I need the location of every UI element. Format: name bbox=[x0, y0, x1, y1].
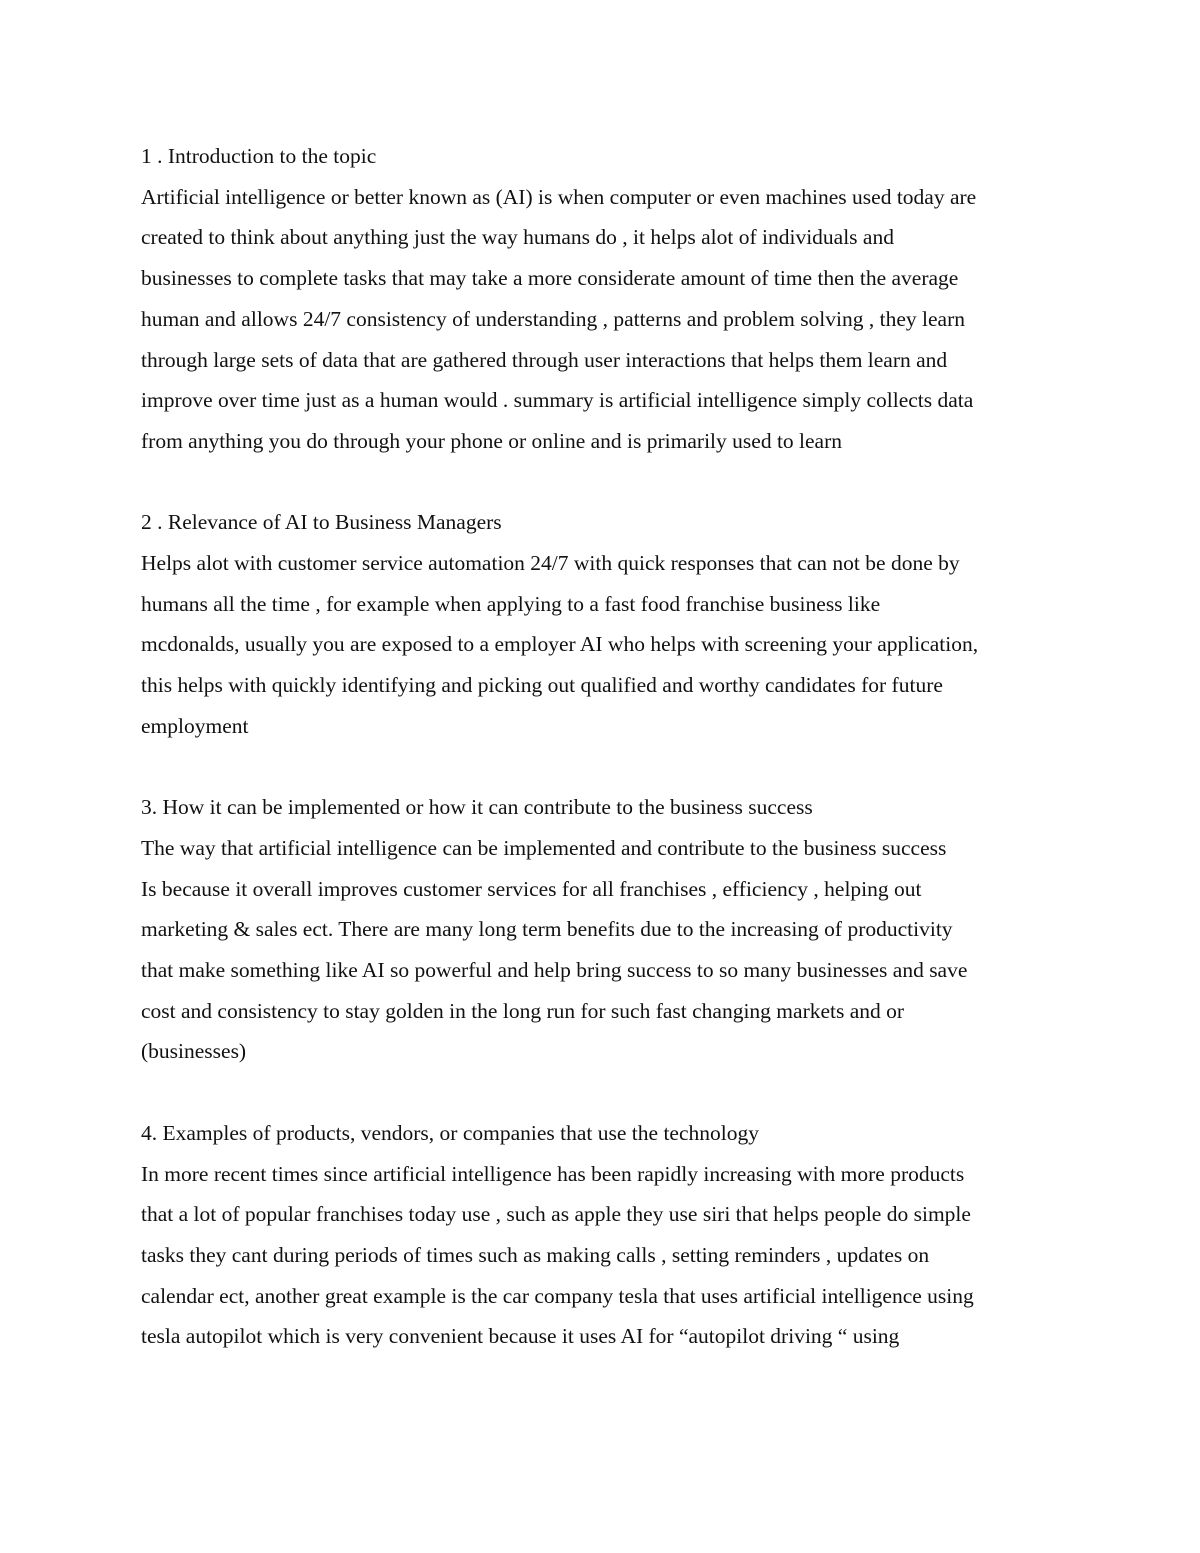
section-introduction bbox=[141, 136, 1081, 462]
paragraph-line: that a lot of popular franchises today use , such as apple they use siri that helps people do simple bbox=[141, 1202, 971, 1227]
paragraph-line: cost and consistency to stay golden in the long run for such fast changing markets and or bbox=[141, 998, 905, 1023]
paragraph-line: from anything you do through your phone or online and is primarily used to learn bbox=[141, 428, 843, 453]
paragraph-line: calendar ect, another great example is the car company tesla that uses artificial intelligence using bbox=[141, 1283, 974, 1308]
section-relevance bbox=[141, 502, 1081, 746]
paragraph-line: The way that artificial intelligence can be implemented and contribute to the business success bbox=[141, 835, 947, 860]
paragraph-line: that make something like AI so powerful and help bring success to so many businesses and save bbox=[141, 958, 968, 983]
paragraph-line: human and allows 24/7 consistency of understanding , patterns and problem solving , they learn bbox=[141, 306, 965, 331]
paragraph-line: (businesses) bbox=[141, 1039, 247, 1064]
section-heading: 4. Examples of products, vendors, or companies that use the technology bbox=[141, 1120, 759, 1145]
paragraph-line: through large sets of data that are gathered through user interactions that helps them learn and bbox=[141, 347, 948, 372]
paragraph-line: humans all the time , for example when applying to a fast food franchise business like bbox=[141, 591, 881, 616]
paragraph-line: improve over time just as a human would . summary is artificial intelligence simply collects data bbox=[141, 388, 974, 413]
paragraph-line: employment bbox=[141, 713, 249, 738]
paragraph-line: mcdonalds, usually you are exposed to a employer AI who helps with screening your application, bbox=[141, 632, 979, 657]
paragraph-line: businesses to complete tasks that may take a more considerate amount of time then the average bbox=[141, 266, 959, 291]
paragraph-line: Artificial intelligence or better known as (AI) is when computer or even machines used today are bbox=[141, 184, 977, 209]
paragraph-line: tesla autopilot which is very convenient because it uses AI for “autopilot driving “ using bbox=[141, 1324, 900, 1349]
section-implementation bbox=[141, 787, 1081, 1072]
section-heading: 2 . Relevance of AI to Business Managers bbox=[141, 510, 502, 535]
paragraph-line: marketing & sales ect. There are many long term benefits due to the increasing of productivity bbox=[141, 917, 953, 942]
paragraph-line: this helps with quickly identifying and picking out qualified and worthy candidates for future bbox=[141, 673, 943, 698]
section-examples bbox=[141, 1113, 1081, 1357]
paragraph-line: Helps alot with customer service automation 24/7 with quick responses that can not be done by bbox=[141, 551, 960, 576]
paragraph-line: In more recent times since artificial intelligence has been rapidly increasing with more products bbox=[141, 1161, 965, 1186]
paragraph-line: created to think about anything just the way humans do , it helps alot of individuals and bbox=[141, 225, 894, 250]
section-heading: 1 . Introduction to the topic bbox=[141, 144, 377, 168]
section-heading: 3. How it can be implemented or how it can contribute to the business success bbox=[141, 795, 813, 820]
document-body bbox=[141, 136, 1081, 1398]
paragraph-line: tasks they cant during periods of times such as making calls , setting reminders , updates on bbox=[141, 1242, 930, 1267]
paragraph-line: Is because it overall improves customer services for all franchises , efficiency , helping out bbox=[141, 876, 922, 901]
